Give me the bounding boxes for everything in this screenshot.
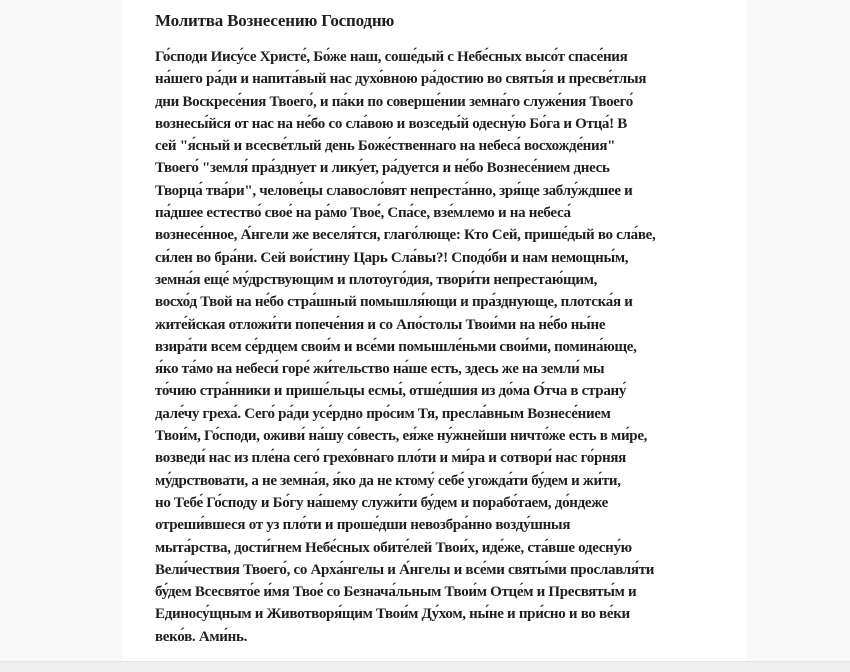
prayer-line: но Тебе́ Го́споду и Бо́гу на́шему служи́ти бу́дем и порабо́таем, до́ндеже bbox=[155, 494, 609, 511]
prayer-line: си́лен во бра́ни. Сей вои́стину Царь Сла́вы?! Сподо́би и нам немощны́м, bbox=[155, 249, 629, 266]
prayer-line: жите́йская отложи́ти попече́ния и со Апо́столы Твои́ми на не́бо ны́не bbox=[155, 316, 606, 333]
prayer-line: веко́в. Ами́нь. bbox=[155, 628, 248, 645]
prayer-line: вознесы́йся от нас на не́бо со сла́вою и возседы́й одесну́ю Бо́га и Отца́! В bbox=[155, 115, 627, 132]
prayer-line: взира́ти всем се́рдцем свои́м и все́ми помышле́ньми свои́ми, помина́юще, bbox=[155, 338, 637, 355]
prayer-line: па́дшее естество́ свое́ на ра́мо Твое́, Спа́се, взе́млемо и на небеса́ bbox=[155, 205, 571, 222]
prayer-text-block bbox=[155, 46, 730, 648]
prayer-line: Творца́ тва́ри", челове́цы славосло́вят непреста́нно, зря́ще заблу́ждшее и bbox=[155, 182, 633, 199]
prayer-line: восхо́д Твой на не́бо стра́шный помышля́ющи и пра́зднующе, плотска́я и bbox=[155, 294, 633, 311]
prayer-line: Го́споди Иису́се Христе́, Бо́же наш, соше́дый с Небе́сных высо́т спасе́ния bbox=[155, 49, 628, 65]
prayer-line: му́дрствовати, а не земна́я, я́ко да не ктому́ себе́ угожда́ти бу́дем и жи́ти, bbox=[155, 472, 621, 489]
prayer-line: дале́чу греха́. Сего́ ра́ди усе́рдно про́сим Тя, пресла́вным Вознесе́нием bbox=[155, 405, 611, 422]
prayer-line: Твоего́ "земля́ пра́зднует и лику́ет, ра́дуется и не́бо Вознесе́нием днесь bbox=[155, 160, 610, 177]
prayer-line: сей "я́сный и всесве́тлый день Боже́ственнаго на небеса́ восхожде́ния" bbox=[155, 138, 616, 155]
prayer-line: Твои́м, Го́споди, оживи́ на́шу со́весть, ея́же ну́жнейши ничто́же есть в ми́ре, bbox=[155, 428, 648, 445]
prayer-content bbox=[155, 10, 730, 648]
prayer-line: возведи́ нас из пле́на сего́ грехо́внаго пло́ти и ми́ра и сотвори́ нас го́рняя bbox=[155, 450, 626, 467]
page-title: Молитва Вознесению Господню bbox=[155, 11, 395, 30]
prayer-line: на́шего ра́ди и напита́вый нас духо́вною ра́достию во святы́я и пресве́тлыя bbox=[155, 71, 647, 88]
prayer-line: я́ко та́мо на небеси́ горе́ жи́тельство на́ше есть, здесь же на земли́ мы bbox=[155, 361, 605, 378]
prayer-line: отреши́вшеся от уз пло́ти и проше́дши невозбра́нно возду́шныя bbox=[155, 517, 571, 534]
prayer-line: мыта́рства, дости́гнем Небе́сных обите́лей Твои́х, иде́же, ста́вше одесну́ю bbox=[155, 539, 632, 556]
window-bottom-strip bbox=[0, 661, 850, 672]
prayer-line: бу́дем Всесвято́е и́мя Твое́ со Безнача́льным Твои́м Отце́м и Пресвяты́м и bbox=[155, 584, 637, 601]
prayer-line: Единосу́щным и Животворя́щим Твои́м Ду́хом, ны́не и при́сно и во ве́ки bbox=[155, 606, 630, 623]
prayer-line: Вели́чествия Твоего́, со Арха́нгелы и А́нгелы и все́ми святы́ми прославля́ти bbox=[155, 561, 655, 578]
prayer-line: дни Воскресе́ния Твоего́, и па́ки по соверше́нии земна́го служе́ния Твоего́ bbox=[155, 93, 634, 110]
prayer-line: вознесе́нное, А́нгели же веселя́тся, глаго́люще: Кто Сей, прише́дый во сла́ве, bbox=[155, 227, 656, 244]
prayer-line: земна́я еще́ му́дрствующим и плотоуго́дия, твори́ти непрестаю́щим, bbox=[155, 271, 598, 288]
prayer-line: то́чию стра́нники и прише́льцы есмы́, отше́дшия из до́ма О́тча в страну́ bbox=[155, 383, 627, 400]
